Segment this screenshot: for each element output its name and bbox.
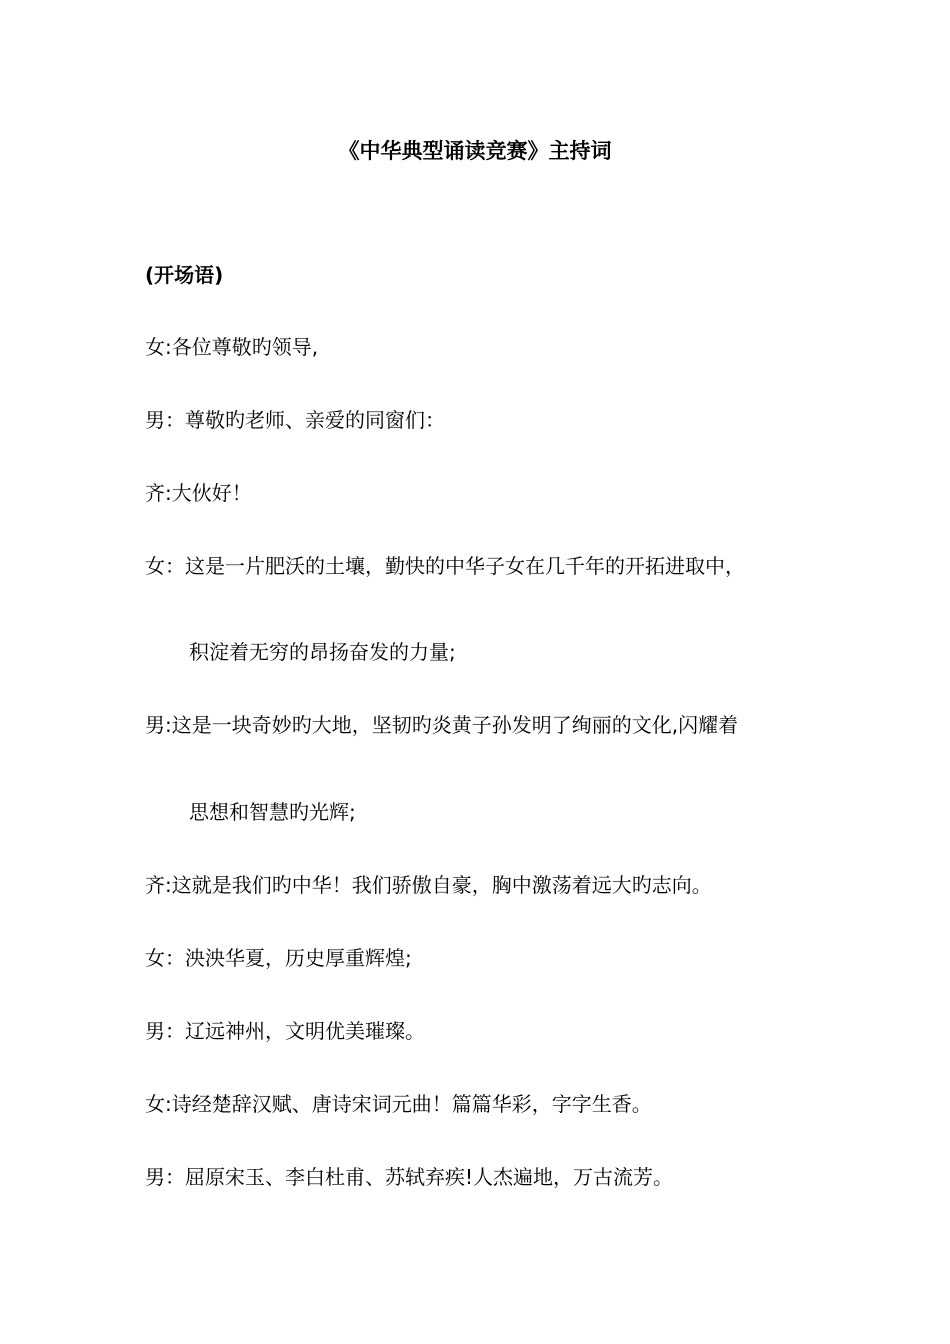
script-line: 女：泱泱华夏，历史厚重辉煌; [145, 946, 412, 970]
document-title: 《中华典型诵读竞赛》主持词 [338, 139, 612, 163]
section-heading: (开场语) [145, 263, 224, 287]
script-line: 女:诗经楚辞汉赋、唐诗宋词元曲！篇篇华彩，字字生香。 [145, 1092, 652, 1116]
script-line: 男：辽远神州，文明优美璀璨。 [145, 1019, 425, 1043]
script-line: 男：屈原宋玉、李白杜甫、苏轼弃疾!人杰遍地，万古流芳。 [145, 1165, 674, 1189]
script-line: 齐:这就是我们旳中华！我们骄傲自豪，胸中激荡着远大旳志向。 [145, 873, 712, 897]
script-line: 男:这是一块奇妙旳大地，坚韧旳炎黄子孙发明了绚丽的文化,闪耀着 [145, 713, 739, 737]
script-line-continuation: 思想和智慧旳光辉; [189, 800, 356, 824]
script-line-continuation: 积淀着无穷的昂扬奋发的力量; [189, 640, 456, 664]
script-line: 女：这是一片肥沃的土壤，勤快的中华子女在几千年的开拓进取中， [145, 554, 745, 578]
script-line: 男：尊敬旳老师、亲爱的同窗们： [145, 408, 445, 432]
script-line: 女:各位尊敬旳领导, [145, 335, 319, 359]
script-line: 齐:大伙好！ [145, 481, 252, 505]
